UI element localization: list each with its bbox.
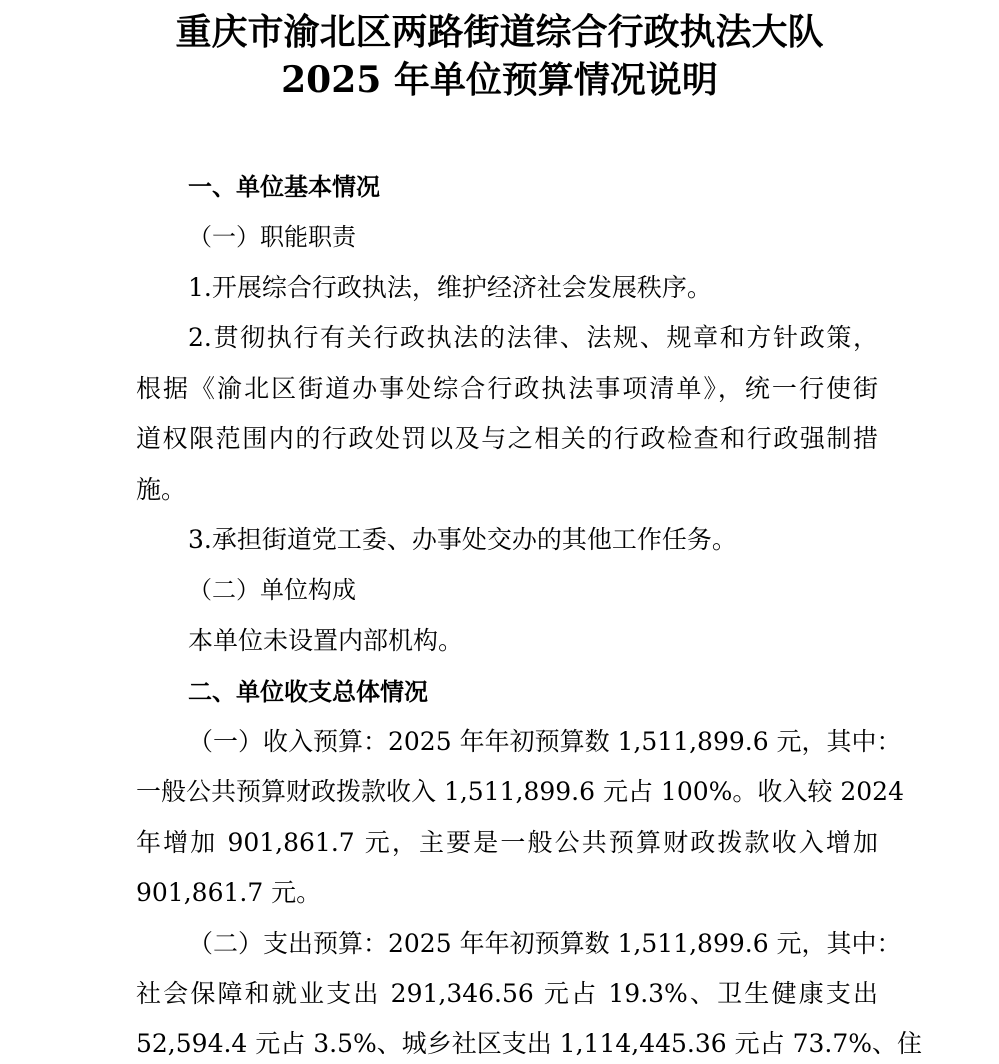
paragraph-line: 年增加 901,861.7 元，主要是一般公共预算财政拨款收入增加 — [136, 828, 878, 857]
paragraph-line: 根据《渝北区街道办事处综合行政执法事项清单》，统一行使街 — [136, 374, 878, 403]
document-title-line-2: 2025 年单位预算情况说明 — [281, 59, 718, 101]
section-heading-overall-budget: 二、单位收支总体情况 — [188, 678, 428, 706]
document-title-line-1: 重庆市渝北区两路街道综合行政执法大队 — [175, 11, 824, 53]
subsection-heading-composition: （二）单位构成 — [188, 576, 356, 604]
paragraph-line: 3.承担街道党工委、办事处交办的其他工作任务。 — [188, 525, 737, 554]
paragraph-line: 道权限范围内的行政处罚以及与之相关的行政检查和行政强制措 — [136, 424, 878, 453]
paragraph-line: 901,861.7 元。 — [136, 878, 322, 907]
paragraph-line: 施。 — [136, 475, 187, 504]
paragraph-line: 52,594.4 元占 3.5%、城乡社区支出 1,114,445.36 元占 73.7%、住 — [136, 1029, 922, 1058]
section-heading-basic-info: 一、单位基本情况 — [188, 173, 380, 201]
paragraph-line: （二）支出预算：2025 年年初预算数 1,511,899.6 元，其中： — [188, 929, 902, 958]
paragraph-line: 一般公共预算财政拨款收入 1,511,899.6 元占 100%。收入较 2024 — [136, 777, 904, 806]
paragraph-line: （一）收入预算：2025 年年初预算数 1,511,899.6 元，其中： — [188, 727, 902, 756]
subsection-heading-functions: （一）职能职责 — [188, 223, 356, 251]
paragraph-line: 社会保障和就业支出 291,346.56 元占 19.3%、卫生健康支出 — [136, 979, 878, 1008]
paragraph-line: 1.开展综合行政执法，维护经济社会发展秩序。 — [188, 273, 712, 302]
paragraph-line: 本单位未设置内部机构。 — [188, 626, 464, 655]
paragraph-line: 2.贯彻执行有关行政执法的法律、法规、规章和方针政策， — [188, 323, 878, 352]
